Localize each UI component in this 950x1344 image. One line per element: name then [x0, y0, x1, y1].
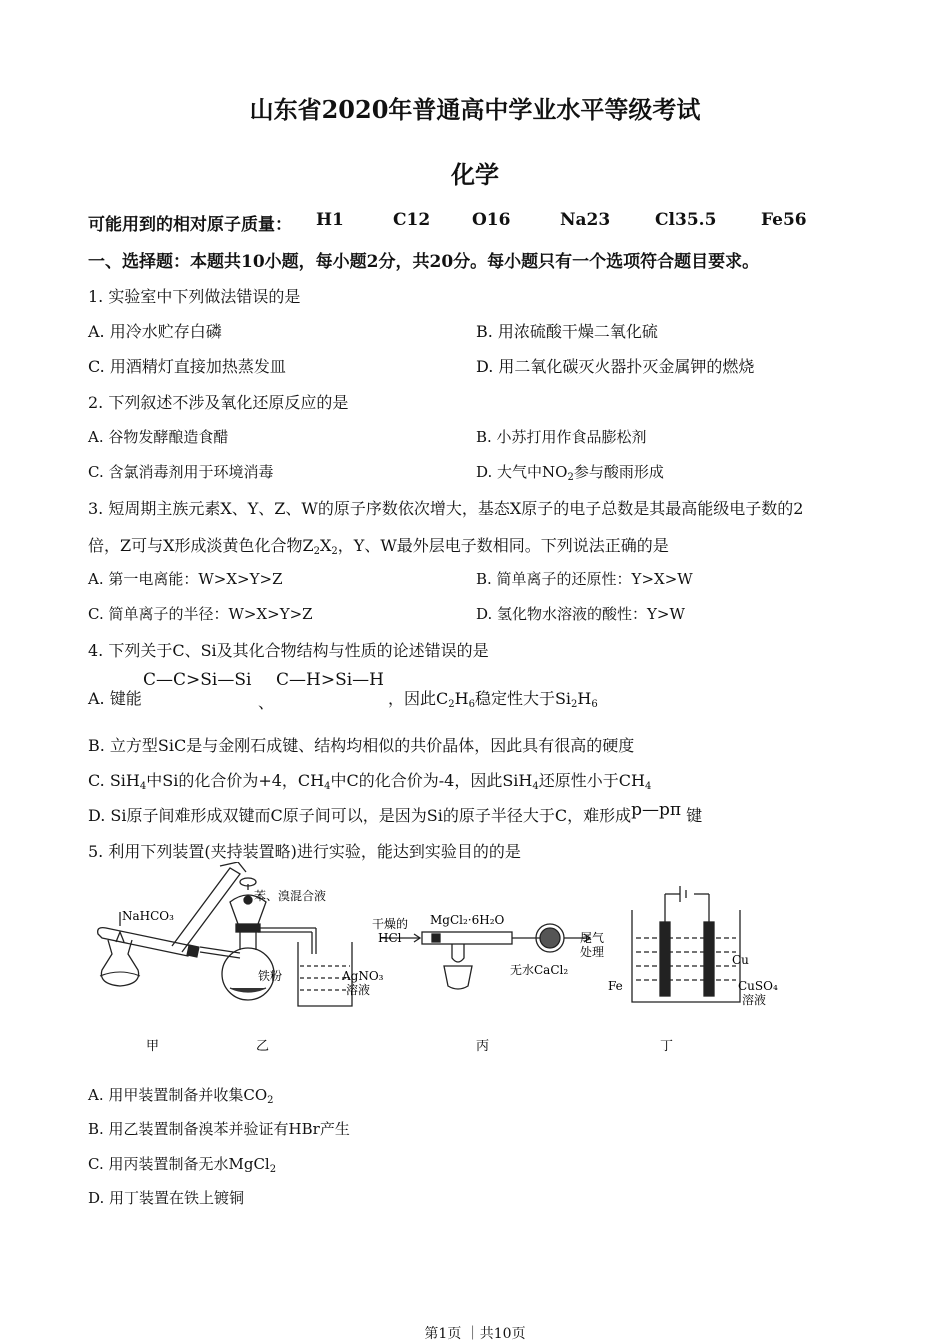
apparatus-ding: [632, 886, 740, 1002]
label-bing: 丙: [476, 1039, 490, 1054]
question-3-option-a: A. 第一电离能：W>X>Y>Z: [88, 570, 283, 588]
question-1-option-c: C. 用酒精灯直接加热蒸发皿: [88, 357, 286, 376]
apparatus-jia: [98, 862, 246, 986]
atomic-mass-cl: Cl35.5: [655, 210, 717, 230]
question-4-stem: 4. 下列关于C、Si及其化合物结构与性质的论述错误的是: [88, 641, 489, 660]
atomic-mass-h: H1: [316, 210, 344, 230]
question-5-option-a: A. 用甲装置制备并收集$CO_2$: [88, 1086, 274, 1106]
page-footer: 第1页 ｜共10页: [424, 1326, 526, 1342]
label-tail-treatment: 处理: [580, 945, 605, 959]
label-nahco3: NaHCO₃: [122, 909, 174, 923]
question-2-stem: 2. 下列叙述不涉及氧化还原反应的是: [88, 393, 349, 412]
total-pages: 10: [493, 1326, 512, 1342]
current-page: 1: [438, 1326, 448, 1342]
label-cuso4-solution: 溶液: [742, 993, 767, 1007]
question-1-option-a: A. 用冷水贮存白磷: [88, 322, 222, 341]
question-1-option-d: D. 用二氧化碳灭火器扑灭金属钾的燃烧: [476, 357, 755, 376]
label-dry: 干燥的: [372, 917, 409, 931]
atomic-mass-fe: Fe56: [761, 210, 807, 230]
label-yi: 乙: [256, 1039, 270, 1054]
exam-title: 山东省2020年普通高中学业水平等级考试: [249, 95, 701, 124]
label-mgcl2-hydrate: MgCl₂·6H₂O: [430, 913, 505, 927]
atomic-mass-c: C12: [393, 210, 431, 230]
question-1-option-b: B. 用浓硫酸干燥二氧化硫: [476, 322, 658, 341]
label-ding: 丁: [660, 1039, 674, 1054]
label-tail-gas: 尾气: [580, 931, 605, 945]
question-3-option-b: B. 简单离子的还原性：Y>X>W: [476, 570, 693, 588]
label-iron-powder: 铁粉: [258, 969, 283, 983]
label-cu: Cu: [732, 953, 749, 967]
formula-separator: 、: [258, 693, 275, 712]
question-3-stem-line-1: 3. 短周期主族元素X、Y、Z、W的原子序数依次增大，基态X原子的电子总数是其最高能级电子数的2: [88, 499, 804, 518]
question-3-option-c: C. 简单离子的半径：W>X>Y>Z: [88, 605, 313, 623]
question-5-option-d: D. 用丁装置在铁上镀铜: [88, 1189, 245, 1207]
label-agno3-solution: 溶液: [346, 983, 371, 997]
question-2-option-a: A. 谷物发酵酿造食醋: [88, 428, 229, 446]
label-agno3: AgNO₃: [342, 969, 384, 983]
label-fe: Fe: [608, 979, 623, 993]
atomic-mass-o: O16: [472, 210, 511, 230]
question-5-stem: 5. 利用下列装置(夹持装置略)进行实验，能达到实验目的的是: [88, 842, 521, 861]
subject-title: 化学: [451, 160, 499, 189]
question-4-option-d: D. Si原子间难形成双键而C原子间可以，是因为Si的原子半径大于C，难形成p—pπ 键: [88, 800, 703, 825]
label-cuso4: CuSO₄: [738, 979, 778, 993]
question-4-option-c: C. SiH$_4$中Si的化合价为+4，$CH_4$中C的化合价为-4，因此SiH$_4$还原性小于$CH_4$: [88, 771, 652, 792]
p-p-pi-bond-formula: p—pπ: [631, 800, 682, 820]
question-2-option-c: C. 含氯消毒剂用于环境消毒: [88, 463, 274, 481]
atomic-mass-na: Na23: [560, 210, 611, 230]
question-5-option-c: C. 用丙装置制备无水MgCl$_2$: [88, 1155, 277, 1175]
question-3-option-d: D. 氢化物水溶液的酸性：Y>W: [476, 605, 685, 623]
apparatus-bing: [380, 924, 590, 989]
apparatus-figure: [80, 862, 880, 1062]
question-4-option-a-conclusion: ，因此$C_2H_6$稳定性大于$Si_2H_6$: [388, 689, 598, 710]
question-5-option-b: B. 用乙装置制备溴苯并验证有HBr产生: [88, 1120, 350, 1138]
label-jia: 甲: [146, 1039, 160, 1054]
question-2-option-d: D. 大气中$NO_2$参与酸雨形成: [476, 463, 664, 483]
bond-energy-formula-ch: C—H>Si—H: [276, 670, 384, 690]
label-anhydrous-cacl2: 无水CaCl₂: [510, 963, 569, 977]
label-benzene-bromine: 苯、溴混合液: [254, 889, 327, 903]
atomic-mass-label: 可能用到的相对原子质量：: [88, 215, 292, 235]
question-4-option-a-label: A. 键能: [88, 689, 142, 708]
section-heading: 一、选择题：本题共10小题，每小题2分，共20分。每小题只有一个选项符合题目要求。: [88, 252, 760, 272]
question-2-option-b: B. 小苏打用作食品膨松剂: [476, 428, 647, 446]
label-hcl: HCl: [378, 931, 402, 945]
question-1-stem: 1. 实验室中下列做法错误的是: [88, 287, 301, 306]
question-4-option-b: B. 立方型SiC是与金刚石成键、结构均相似的共价晶体，因此具有很高的硬度: [88, 736, 635, 755]
bond-energy-formula-cc: C—C>Si—Si: [143, 670, 252, 690]
question-3-stem-line-2: 倍，Z可与X形成淡黄色化合物$Z_2X_2$，Y、W最外层电子数相同。下列说法正确的是: [88, 536, 669, 557]
